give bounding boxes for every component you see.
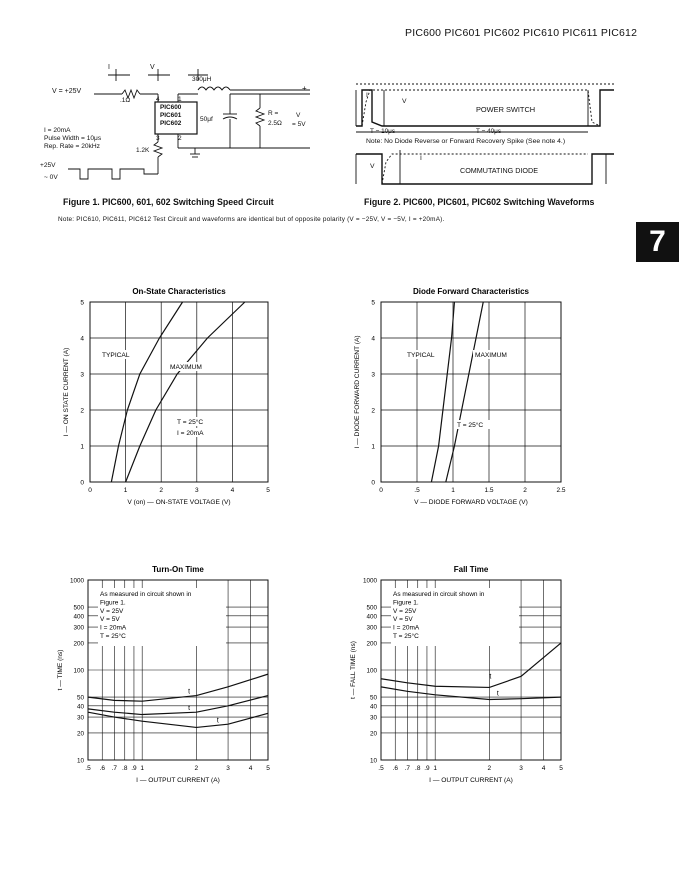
annotation: As measured in circuit shown in [393, 591, 485, 598]
annotation: T = 25°C [100, 633, 126, 640]
y-tick-label: 400 [366, 613, 377, 621]
x-tick-label: 2 [159, 487, 164, 494]
annotation: Figure 1. [393, 599, 419, 607]
annotation: MAXIMUM [170, 364, 202, 371]
fig2-label-ton: T = 10μs [370, 128, 396, 135]
curve-1 [381, 687, 561, 700]
annotation: I = 20mA [393, 624, 420, 632]
x-tick-label: 3 [226, 765, 230, 772]
y-tick-label: 20 [369, 730, 377, 738]
x-tick-label: 0 [88, 487, 92, 494]
fig1-label-vin: V = +25V [52, 88, 82, 95]
x-tick-label: 3 [519, 765, 523, 772]
x-axis-label: I — OUTPUT CURRENT (A) [136, 777, 220, 784]
y-tick-label: 20 [76, 730, 84, 738]
y-tick-label: 500 [366, 604, 377, 612]
fig2-label-power-switch: POWER SWITCH [476, 105, 536, 114]
y-tick-label: 100 [73, 667, 84, 675]
x-tick-label: .6 [392, 765, 398, 772]
y-tick-label: 10 [76, 757, 84, 765]
y-tick-label: 3 [371, 371, 375, 379]
curve-label: t [216, 717, 219, 725]
page-header: PIC600 PIC601 PIC602 PIC610 PIC611 PIC612 [405, 27, 638, 39]
polarity-note: Note: PIC610, PIC611, PIC612 Test Circuit and waveforms are identical but of opposite polarity (V = −25V, V = −5V, I = +20mA). [58, 216, 445, 223]
y-tick-label: 1 [371, 443, 375, 451]
graph-title: Diode Forward Characteristics [412, 287, 530, 296]
x-tick-label: 5 [266, 765, 270, 772]
x-tick-label: 0 [379, 487, 383, 494]
fig1-label-v25: +25V [40, 162, 56, 169]
x-tick-label: .5 [85, 765, 91, 772]
fig1-label-pin4: 4 [156, 96, 160, 103]
figure1-caption: Figure 1. PIC600, 601, 602 Switching Speed Circuit [63, 197, 274, 207]
x-tick-label: 1 [123, 487, 128, 494]
y-tick-label: 30 [76, 714, 84, 722]
y-tick-label: 10 [369, 757, 377, 765]
annotation: T = 25°C [393, 633, 419, 640]
fig1-label-pulse-width: Pulse Width = 10μs [44, 135, 102, 142]
x-tick-label: 1 [433, 765, 437, 772]
annotation: V = 5V [393, 616, 413, 624]
curve-0 [381, 643, 561, 688]
y-tick-label: 100 [366, 667, 377, 675]
y-tick-label: 50 [76, 694, 84, 702]
annotation: As measured in circuit shown in [100, 591, 192, 598]
y-tick-label: 2 [371, 407, 375, 415]
fig1-label-cap: 50μf [200, 116, 213, 123]
y-tick-label: 50 [369, 694, 377, 702]
fig1-label-is: I [108, 64, 110, 71]
annotation: MAXIMUM [475, 352, 507, 359]
y-axis-label: t — TIME (ns) [57, 649, 64, 691]
x-tick-label: .7 [404, 765, 411, 772]
fig2-label-commutating: COMMUTATING DIODE [460, 166, 538, 175]
annotation: I = 20mA [100, 624, 127, 632]
x-tick-label: .5 [414, 487, 420, 494]
x-tick-label: 4 [541, 765, 546, 772]
y-tick-label: 200 [73, 640, 84, 648]
y-tick-label: 300 [366, 624, 377, 632]
annotation: T = 25°C [177, 419, 204, 426]
graph-title: Turn-On Time [152, 565, 204, 574]
fig1-label-pin2: 2 [178, 135, 182, 142]
fig1-label-vout: V [296, 112, 301, 119]
curve-1 [446, 302, 483, 482]
curve-label: t [489, 673, 492, 681]
curve-label: t [496, 690, 499, 698]
x-tick-label: 4 [248, 765, 253, 772]
curve-1 [88, 696, 268, 715]
x-axis-label: V (on) — ON-STATE VOLTAGE (V) [127, 499, 231, 506]
fig1-label-vout-val: = 5V [292, 121, 306, 128]
fig1-label-rep-rate: Rep. Rate = 20kHz [44, 143, 100, 150]
annotation: V = 25V [393, 607, 417, 615]
y-tick-label: 5 [371, 299, 375, 307]
annotation: TYPICAL [407, 352, 435, 359]
x-tick-label: 1 [140, 765, 144, 772]
y-tick-label: 400 [73, 613, 84, 621]
fig1-label-rlv: 2.5Ω [268, 120, 282, 127]
y-axis-label: t — FALL TIME (ns) [350, 641, 357, 699]
x-tick-label: .9 [424, 765, 430, 772]
x-tick-label: 2 [487, 765, 492, 772]
graph-title: Fall Time [453, 565, 489, 574]
x-tick-label: 1 [451, 487, 455, 494]
x-tick-label: .5 [378, 765, 384, 772]
curve-1 [126, 302, 245, 482]
fig2-label-vd: V [370, 163, 375, 170]
curve-label: t [188, 688, 191, 696]
fig1-label-idrive: I = 20mA [44, 127, 71, 134]
x-axis-label: V — DIODE FORWARD VOLTAGE (V) [414, 499, 528, 506]
y-tick-label: 1000 [69, 577, 84, 585]
annotation: I = 20mA [177, 430, 204, 437]
y-tick-label: 500 [73, 604, 84, 612]
y-tick-label: 30 [369, 714, 377, 722]
y-tick-label: 4 [80, 335, 84, 343]
annotation: T = 25°C [457, 422, 484, 429]
y-tick-label: 4 [371, 335, 375, 343]
x-tick-label: .8 [415, 765, 421, 772]
fig1-chip-label: PIC600 PIC601 PIC602 [160, 104, 182, 127]
y-tick-label: 40 [76, 703, 84, 711]
x-tick-label: .9 [131, 765, 137, 772]
y-tick-label: 3 [80, 371, 84, 379]
graph-on-state [52, 282, 292, 507]
y-tick-label: 2 [80, 407, 84, 415]
curve-0 [431, 302, 454, 482]
curve-0 [111, 302, 182, 482]
graph-turn-on-time [52, 560, 292, 795]
fig1-label-v0: ~ 0V [44, 174, 58, 181]
fig1-label-inductor: 300μH [192, 76, 212, 83]
y-tick-label: 40 [369, 703, 377, 711]
fig1-label-pin3: 3 [156, 135, 160, 142]
x-tick-label: .8 [122, 765, 128, 772]
fig2-label-is: I [366, 92, 368, 99]
curve-label: t [188, 704, 191, 712]
plot-frame [381, 302, 561, 482]
fig2-note: Note: No Diode Reverse or Forward Recovery Spike (See note 4.) [366, 138, 566, 145]
curve-2 [88, 712, 268, 727]
x-tick-label: 2.5 [556, 487, 566, 494]
fig1-label-pin1: 1 [178, 96, 182, 103]
fig1-label-r12k: 1.2K [136, 147, 150, 154]
fig2-label-id: I [420, 155, 422, 162]
x-tick-label: 5 [559, 765, 563, 772]
figure2-caption: Figure 2. PIC600, PIC601, PIC602 Switching Waveforms [364, 197, 595, 207]
y-axis-label: I — DIODE FORWARD CURRENT (A) [354, 335, 361, 449]
annotation: V = 25V [100, 607, 124, 615]
x-axis-label: I — OUTPUT CURRENT (A) [429, 777, 513, 784]
graph-title: On-State Characteristics [132, 287, 226, 296]
fig1-label-plus: + [302, 84, 307, 93]
section-tab: 7 [636, 222, 679, 262]
fig1-label-r1: .1Ω [120, 97, 131, 104]
x-tick-label: 3 [194, 487, 199, 494]
y-tick-label: 300 [73, 624, 84, 632]
y-tick-label: 5 [80, 299, 84, 307]
y-tick-label: 200 [366, 640, 377, 648]
fig2-label-toff: T = 40μs [476, 128, 502, 135]
y-tick-label: 1000 [362, 577, 377, 585]
x-tick-label: .6 [99, 765, 105, 772]
x-tick-label: .7 [111, 765, 118, 772]
x-tick-label: 4 [230, 487, 235, 494]
figure1-circuit-diagram [40, 62, 320, 197]
fig1-label-vs: V [150, 64, 155, 71]
annotation: TYPICAL [102, 352, 130, 359]
y-tick-label: 0 [371, 479, 375, 487]
annotation: Figure 1. [100, 599, 126, 607]
x-tick-label: 2 [523, 487, 527, 494]
y-tick-label: 0 [80, 479, 84, 487]
x-tick-label: 5 [266, 487, 270, 494]
annotation: V = 5V [100, 616, 120, 624]
graph-fall-time [345, 560, 585, 795]
fig1-label-rl: R = [268, 110, 279, 117]
x-tick-label: 1.5 [484, 487, 494, 494]
graph-diode-forward [345, 282, 585, 507]
y-tick-label: 1 [80, 443, 84, 451]
fig2-label-vs: V [402, 98, 407, 105]
y-axis-label: I — ON STATE CURRENT (A) [63, 347, 70, 437]
x-tick-label: 2 [194, 765, 199, 772]
